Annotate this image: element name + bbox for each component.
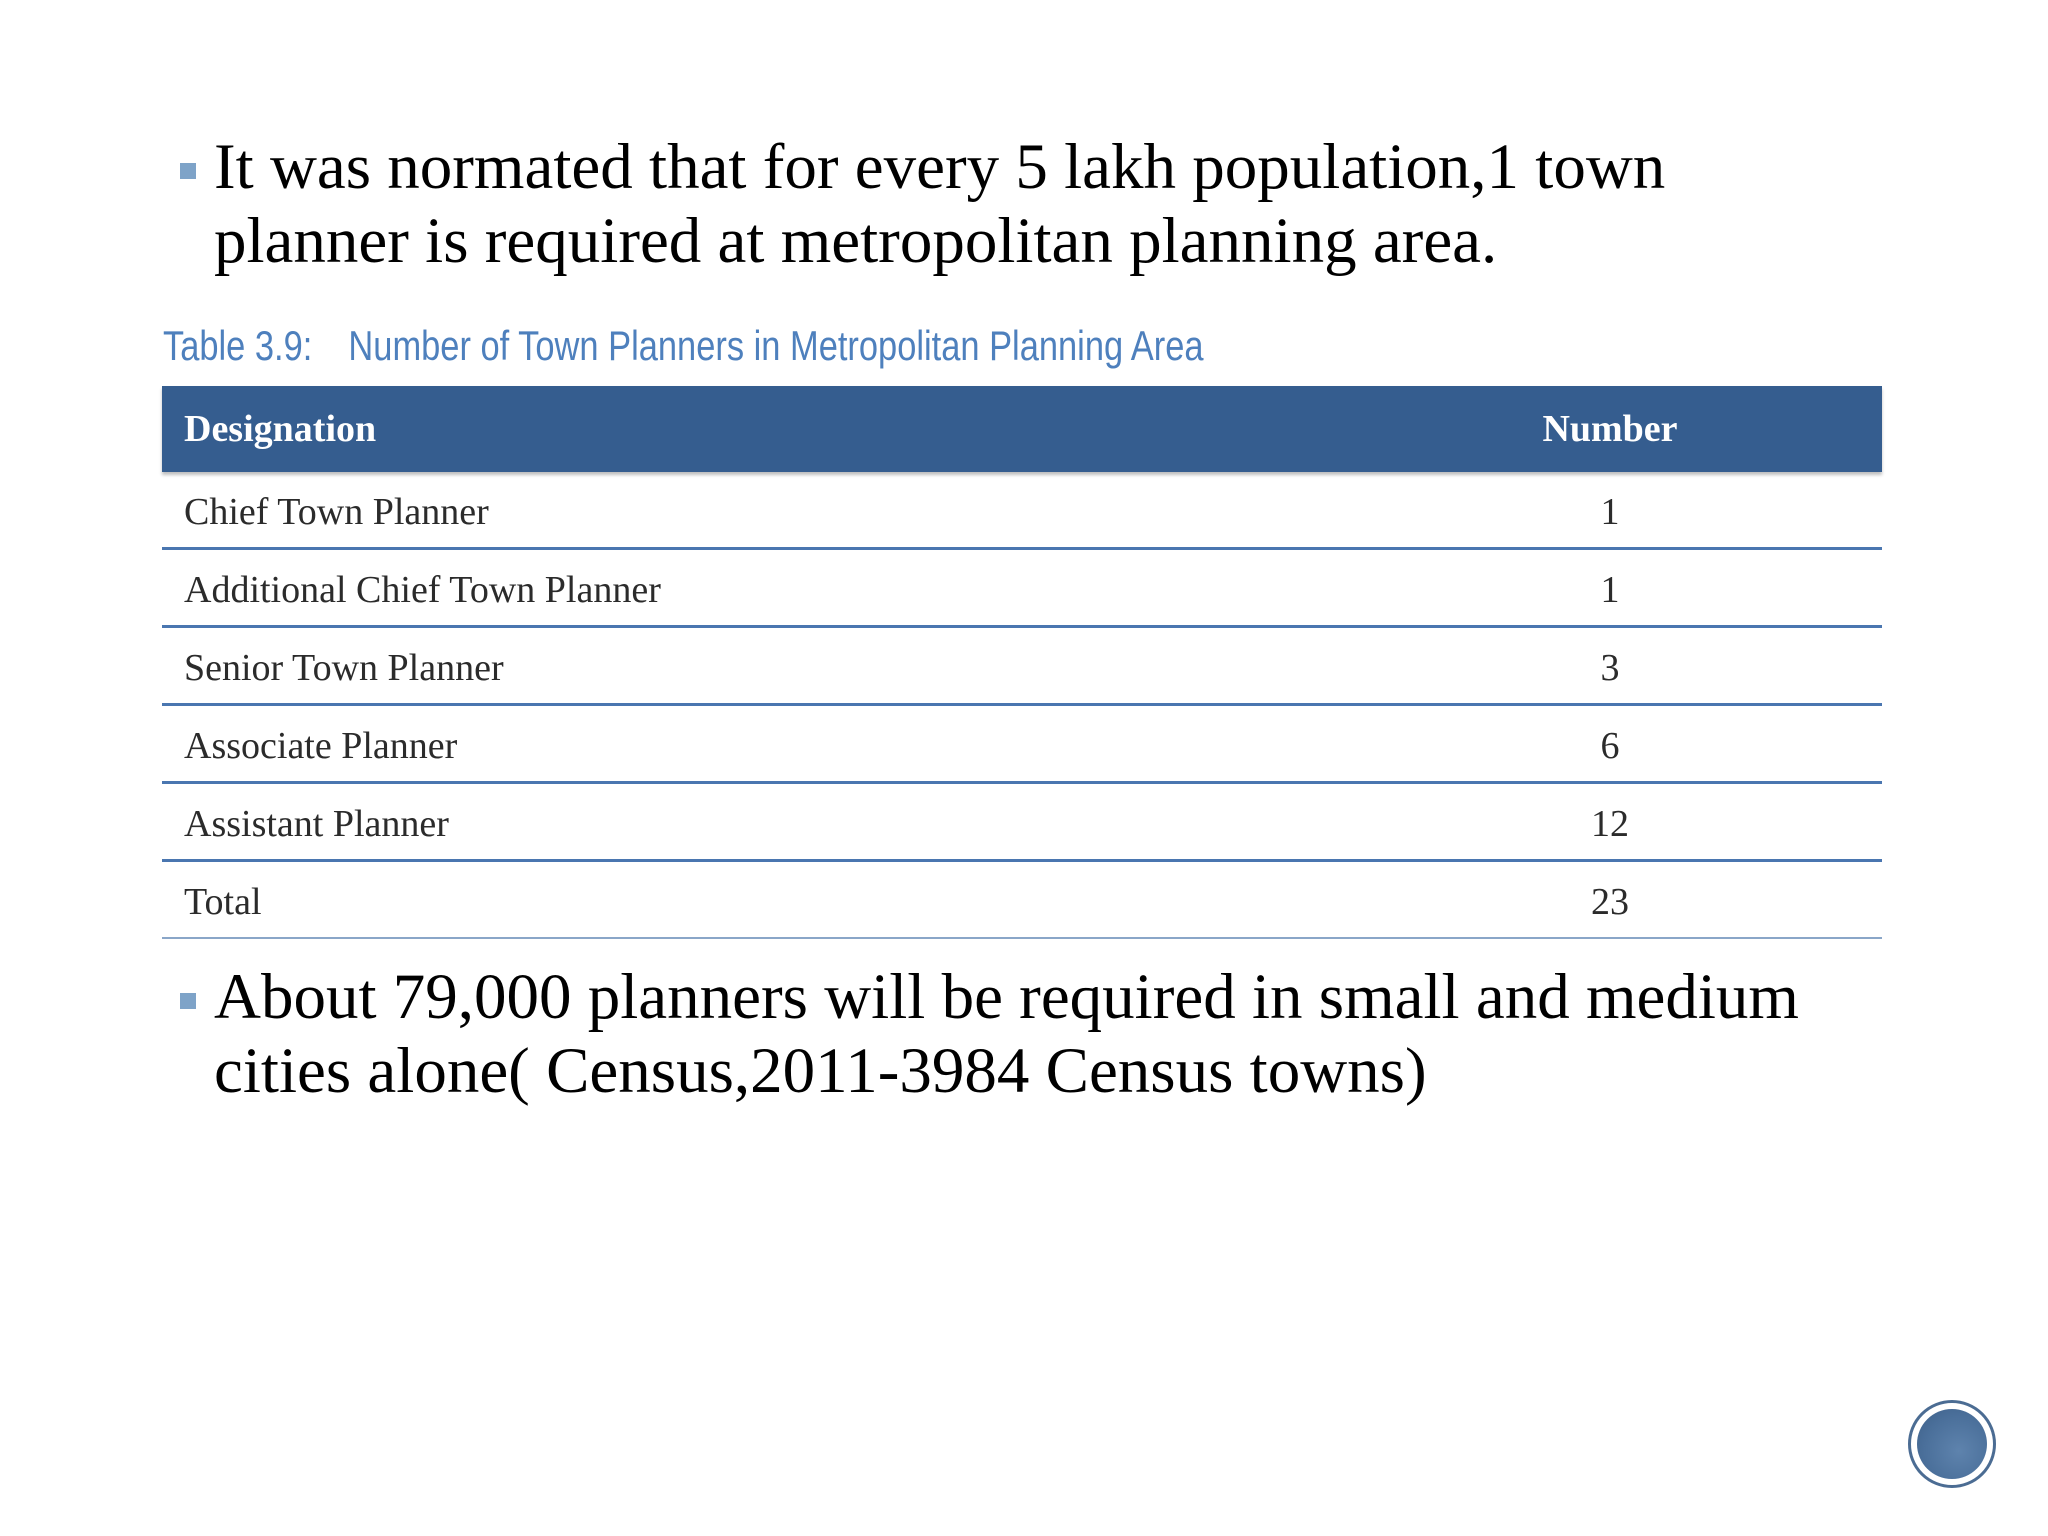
cell-designation: Senior Town Planner: [184, 647, 504, 689]
table-header-row: [162, 386, 1882, 472]
nav-circle-fill: [1917, 1409, 1987, 1479]
table-row: [162, 550, 1882, 628]
cell-number: 6: [1600, 725, 1620, 767]
table-row: [162, 706, 1882, 784]
table-row: [162, 472, 1882, 550]
bullet-text: It was normated that for every 5 lakh population,1 town planner is required at metropolitan planning area.: [214, 131, 1666, 277]
cell-designation: Additional Chief Town Planner: [184, 569, 661, 611]
bullet-square-icon: [180, 993, 196, 1009]
cell-number: 23: [1591, 881, 1629, 923]
slide-nav-circle-icon[interactable]: [1908, 1400, 1996, 1488]
cell-number: 3: [1600, 647, 1620, 689]
header-number: Number: [1542, 408, 1678, 450]
bullet-point-1: [176, 130, 1816, 278]
cell-designation: Chief Town Planner: [184, 491, 489, 533]
bullet-square-icon: [180, 163, 196, 179]
cell-number: 1: [1600, 569, 1620, 611]
cell-designation: Total: [184, 881, 262, 923]
bullet-text: About 79,000 planners will be required in small and medium cities alone( Census,2011-3984 Census towns): [214, 961, 1799, 1107]
cell-number: 12: [1591, 803, 1629, 845]
table-row-total: [162, 862, 1882, 939]
cell-number: 1: [1600, 491, 1620, 533]
cell-designation: Associate Planner: [184, 725, 458, 767]
table-row: [162, 628, 1882, 706]
table-caption: [163, 322, 1204, 370]
table-row: [162, 784, 1882, 862]
header-designation: Designation: [184, 408, 377, 450]
bullet-point-2: [176, 960, 1816, 1108]
table-caption-label: Table 3.9:: [163, 322, 313, 369]
table-caption-title: Number of Town Planners in Metropolitan Planning Area: [348, 322, 1204, 369]
cell-designation: Assistant Planner: [184, 803, 449, 845]
planners-table: [162, 386, 1882, 939]
